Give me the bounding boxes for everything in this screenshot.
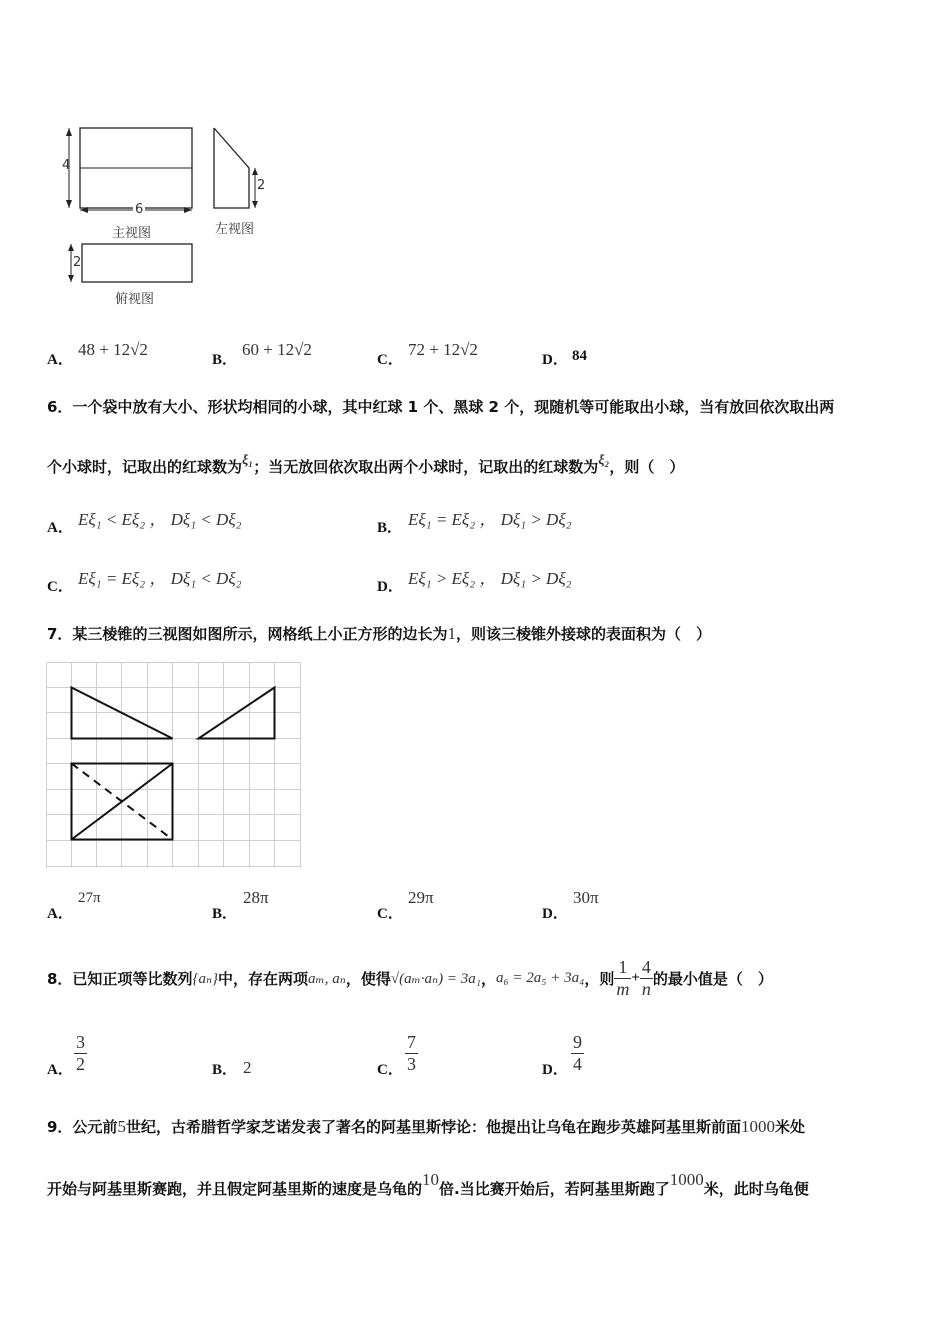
q5-option-b-label: B． bbox=[212, 352, 238, 368]
q8-stem-part-3: ，使得 bbox=[345, 969, 391, 988]
side-dim-label: 2 bbox=[257, 178, 266, 193]
q6-line-2-part-b: ；当无放回依次取出两个小球时，记取出的红球数为 bbox=[253, 458, 599, 476]
q6-line-2 bbox=[47, 453, 685, 477]
front-dim-width-label: 6 bbox=[135, 202, 144, 217]
q6-xi1: ξ₁ bbox=[242, 453, 254, 468]
q9-line-1-part-b: 世纪，古希腊哲学家芝诺发表了著名的阿基里斯悖论：他提出让乌龟在跑步英雄阿基里斯前面 bbox=[125, 1118, 741, 1136]
q7-option-b-label: B． bbox=[212, 906, 238, 922]
q8-stem-part-2: 中，存在两项 bbox=[218, 969, 309, 988]
q5-option-a-value: 48 + 12√2 bbox=[78, 340, 148, 359]
q8-stem bbox=[47, 953, 773, 1003]
q8-option-c-den: 3 bbox=[407, 1054, 416, 1074]
three-view-drawing bbox=[55, 120, 285, 310]
q5-option-d-label: D． bbox=[542, 352, 568, 368]
q9-line-2-part-c: 米，此时乌龟便 bbox=[703, 1180, 809, 1198]
q7-grid-figure bbox=[46, 662, 302, 872]
q9-line-2-part-a: 开始与阿基里斯赛跑，并且假定阿基里斯的速度是乌龟的 bbox=[47, 1180, 423, 1198]
q9-century: 5 bbox=[117, 1117, 126, 1136]
q5-option-d-value: 84 bbox=[572, 348, 587, 364]
q8-fraction-1-num: 1 bbox=[614, 957, 631, 979]
q7-grid-drawing bbox=[46, 662, 302, 868]
q8-option-b-label: B． bbox=[212, 1062, 238, 1078]
q6-option-d-label: D． bbox=[377, 579, 403, 595]
q7-option-d-value: 30π bbox=[573, 888, 599, 907]
q8-separator: ， bbox=[480, 969, 496, 988]
q8-option-c-label: C． bbox=[377, 1062, 403, 1078]
q5-option-c-value: 72 + 12√2 bbox=[408, 340, 478, 359]
top-view-caption: 俯视图 bbox=[115, 292, 155, 307]
q8-condition-1: √(aₘ·aₙ) = 3a₁ bbox=[390, 970, 481, 987]
q6-option-b-value: Eξ₁ = Eξ₂ ， Dξ₁ > Dξ₂ bbox=[408, 510, 572, 529]
q9-line-1-part-a: 9．公元前 bbox=[47, 1118, 118, 1136]
q7-stem bbox=[47, 623, 711, 644]
q9-distance-2: 1000 bbox=[669, 1170, 704, 1189]
q8-fraction-1 bbox=[614, 957, 631, 1000]
q8-fraction-2-den: n bbox=[641, 978, 651, 999]
q8-plus-sign: + bbox=[631, 969, 640, 986]
side-view-shape bbox=[214, 128, 249, 208]
q8-option-c-fraction bbox=[405, 1032, 418, 1075]
q8-option-a-num: 3 bbox=[76, 1032, 85, 1052]
q8-option-d-den: 4 bbox=[573, 1054, 582, 1074]
q5-option-c-label: C． bbox=[377, 352, 403, 368]
q8-sequence: {aₙ} bbox=[192, 970, 219, 987]
q9-speed-ratio: 10 bbox=[422, 1170, 440, 1189]
top-dim-label: 2 bbox=[73, 255, 82, 270]
q9-line-2-part-b: 倍.当比赛开始后，若阿基里斯跑了 bbox=[439, 1180, 670, 1198]
q8-fraction-2 bbox=[640, 957, 653, 1000]
q9-line-1-part-c: 米处 bbox=[774, 1118, 805, 1136]
q6-line-2-part-c: ，则（ ） bbox=[609, 458, 685, 476]
q6-option-d-value: Eξ₁ > Eξ₂ ， Dξ₁ > Dξ₂ bbox=[408, 569, 572, 588]
q6-xi2: ξ₂ bbox=[598, 453, 610, 468]
q6-option-c-label: C． bbox=[47, 579, 73, 595]
q7-option-a-value: 27π bbox=[78, 890, 101, 906]
q7-stem-part-a: 7．某三棱锥的三视图如图所示，网格纸上小正方形的边长为 bbox=[47, 625, 448, 643]
front-view-caption: 主视图 bbox=[112, 226, 152, 241]
q8-option-b-value: 2 bbox=[243, 1058, 252, 1077]
q7-option-b-value: 28π bbox=[243, 888, 269, 907]
q8-stem-part-5: 的最小值是（ ） bbox=[652, 969, 773, 988]
q8-option-a-fraction bbox=[74, 1032, 87, 1075]
q8-stem-part-4: ，则 bbox=[584, 969, 615, 988]
q8-terms: aₘ, aₙ bbox=[308, 970, 346, 987]
q5-option-b-value: 60 + 12√2 bbox=[242, 340, 312, 359]
q6-line-1: 6．一个袋中放有大小、形状均相同的小球，其中红球 1 个、黑球 2 个，现随机等可能取出小球，当有放回依次取出两 bbox=[47, 398, 835, 416]
q8-option-d-fraction bbox=[571, 1032, 584, 1075]
q9-line-2 bbox=[47, 1170, 809, 1199]
q7-option-c-label: C． bbox=[377, 906, 403, 922]
q8-option-a-den: 2 bbox=[76, 1054, 85, 1074]
q8-option-d-num: 9 bbox=[573, 1032, 582, 1052]
front-dim-height-label: 4 bbox=[62, 158, 71, 173]
q8-fraction-2-num: 4 bbox=[641, 956, 651, 977]
three-view-figure-1 bbox=[55, 120, 285, 310]
q8-option-c-num: 7 bbox=[407, 1032, 416, 1052]
q8-option-a-label: A． bbox=[47, 1062, 73, 1078]
q6-line-2-part-a: 个小球时，记取出的红球数为 bbox=[47, 458, 243, 476]
q6-option-a-label: A． bbox=[47, 520, 73, 536]
q7-option-d-label: D． bbox=[542, 906, 568, 922]
q8-option-d-label: D． bbox=[542, 1062, 568, 1078]
q6-option-a-value: Eξ₁ < Eξ₂ ， Dξ₁ < Dξ₂ bbox=[78, 510, 242, 529]
q8-fraction-1-den: m bbox=[616, 978, 630, 999]
q6-option-b-label: B． bbox=[377, 520, 403, 536]
q6-option-c-value: Eξ₁ = Eξ₂ ， Dξ₁ < Dξ₂ bbox=[78, 569, 242, 588]
q7-stem-part-b: ，则该三棱锥外接球的表面积为（ ） bbox=[455, 625, 711, 643]
side-view-caption: 左视图 bbox=[215, 222, 255, 237]
q8-stem-part-1: 8．已知正项等比数列 bbox=[47, 969, 193, 988]
q7-option-c-value: 29π bbox=[408, 888, 434, 907]
q8-condition-2: a₆ = 2a₅ + 3a₄ bbox=[495, 969, 585, 986]
q7-option-a-label: A． bbox=[47, 906, 73, 922]
q7-unit-length: 1 bbox=[447, 624, 456, 643]
q5-option-a-label: A． bbox=[47, 352, 73, 368]
q9-line-1 bbox=[47, 1116, 805, 1137]
top-view-rect bbox=[82, 244, 192, 282]
q9-distance: 1000 bbox=[740, 1117, 775, 1136]
